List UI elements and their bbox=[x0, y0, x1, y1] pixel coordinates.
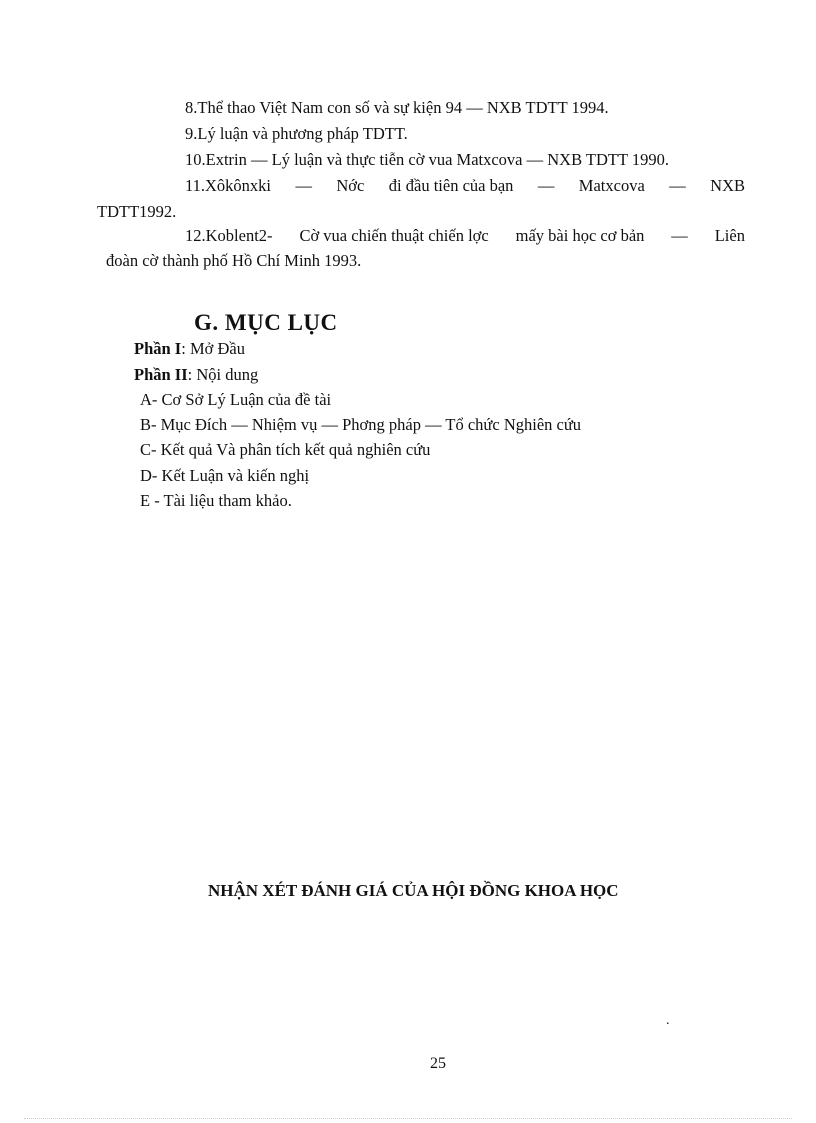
reference-12-line1 bbox=[185, 226, 745, 246]
reference-12-part: — bbox=[671, 226, 688, 245]
reference-11-part: đi đầu tiên của bạn bbox=[388, 176, 514, 195]
reference-11-part: Nớc bbox=[336, 176, 365, 195]
reference-11-part: NXB bbox=[710, 176, 745, 195]
reference-12-part: 12.Koblent2- bbox=[185, 226, 273, 245]
toc-item: A- Cơ Sở Lý Luận của đề tài bbox=[140, 390, 332, 409]
reference-11-part: — bbox=[295, 176, 312, 195]
page-bottom-divider bbox=[24, 1118, 792, 1119]
reference-11-line1 bbox=[185, 176, 745, 196]
reference-8: 8.Thể thao Việt Nam con số và sự kiện 94 — NXB TDTT 1994. bbox=[185, 98, 609, 117]
reference-10: 10.Extrin — Lý luận và thực tiễn cờ vua Matxcova — NXB TDTT 1990. bbox=[185, 150, 670, 169]
reference-12-part: Liên bbox=[714, 226, 745, 245]
toc-part-1-label: Phần I bbox=[134, 339, 182, 358]
toc-heading: G. MỤC LỤC bbox=[194, 310, 338, 335]
page-number: 25 bbox=[430, 1055, 446, 1072]
reference-12-line2: đoàn cờ thành phố Hồ Chí Minh 1993. bbox=[106, 251, 362, 270]
toc-part-1-text: : Mở Đầu bbox=[181, 339, 245, 358]
toc-part-2-label: Phần II bbox=[134, 365, 188, 384]
stray-dot: . bbox=[666, 1013, 670, 1028]
reference-11-part: — bbox=[669, 176, 686, 195]
reference-11-part: 11.Xôkônxki bbox=[185, 176, 272, 195]
toc-part-1 bbox=[134, 339, 245, 359]
reference-12-part: mấy bài học cơ bản bbox=[515, 226, 645, 245]
council-evaluation-title: NHẬN XÉT ĐÁNH GIÁ CỦA HỘI ĐỒNG KHOA HỌC bbox=[208, 881, 619, 900]
reference-12-part: Cờ vua chiến thuật chiến lợc bbox=[299, 226, 489, 245]
reference-9: 9.Lý luận và phương pháp TDTT. bbox=[185, 124, 408, 143]
toc-part-2 bbox=[134, 365, 258, 385]
reference-11-part: Matxcova bbox=[578, 176, 645, 195]
toc-item: E - Tài liệu tham khảo. bbox=[140, 491, 292, 510]
toc-part-2-text: : Nội dung bbox=[187, 365, 259, 384]
toc-item: D- Kết Luận và kiến nghị bbox=[140, 466, 310, 485]
reference-11-part: — bbox=[537, 176, 555, 195]
toc-item: B- Mục Đích — Nhiệm vụ — Phơng pháp — Tổ chức Nghiên cứu bbox=[140, 415, 582, 434]
toc-item: C- Kết quả Và phân tích kết quả nghiên cứu bbox=[140, 440, 431, 459]
reference-11-line2: TDTT1992. bbox=[97, 202, 177, 221]
